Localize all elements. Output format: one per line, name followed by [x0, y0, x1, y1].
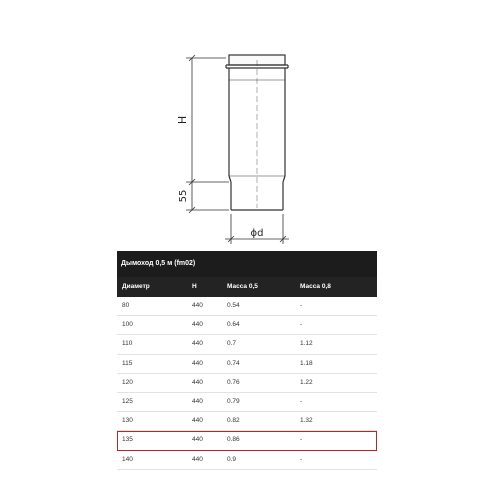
- cell-mass-08: 1.32: [300, 417, 313, 425]
- table-title: Дымоход 0,5 м (fm02): [117, 251, 377, 277]
- table-row: [117, 316, 377, 335]
- header-diameter: Диаметр: [122, 283, 150, 290]
- cell-mass-05: 0.79: [227, 397, 240, 405]
- cell-h: 440: [192, 321, 203, 329]
- table-row: [117, 335, 377, 354]
- cell-mass-05: 0.86: [227, 436, 240, 444]
- cell-diameter: 80: [122, 302, 130, 309]
- cell-mass-08: 1.18: [300, 359, 313, 367]
- cell-diameter: 135: [122, 436, 133, 444]
- cell-h: 440: [192, 359, 203, 367]
- cell-mass-05: 0.54: [227, 302, 240, 309]
- cell-h: 440: [192, 436, 203, 444]
- cell-h: 440: [192, 378, 203, 386]
- cell-mass-05: 0.9: [227, 455, 237, 463]
- cell-diameter: 110: [122, 340, 133, 348]
- cell-mass-05: 0.64: [227, 321, 240, 329]
- table-row: [117, 393, 377, 412]
- header-mass-08: Масса 0,8: [300, 283, 331, 290]
- spec-table: [117, 251, 377, 470]
- cell-diameter: 125: [122, 397, 133, 405]
- cell-mass-08: -: [300, 397, 303, 405]
- table-row: [117, 297, 377, 316]
- cell-diameter: 115: [122, 359, 133, 367]
- header-h: H: [192, 283, 197, 290]
- cell-mass-05: 0.82: [227, 417, 240, 425]
- cell-mass-08: 1.12: [300, 340, 313, 348]
- cell-mass-05: 0.76: [227, 378, 240, 386]
- table-row: [117, 355, 377, 374]
- dim-diameter-label: ϕd: [250, 228, 264, 239]
- cell-mass-05: 0.7: [227, 340, 237, 348]
- dim-socket-label: 55: [178, 189, 189, 203]
- cell-mass-08: -: [300, 302, 303, 309]
- dimension-lines: [186, 55, 289, 244]
- dim-height-label: H: [176, 115, 189, 125]
- cell-h: 440: [192, 340, 203, 348]
- cell-h: 440: [192, 397, 203, 405]
- table-body: [117, 297, 377, 470]
- cell-h: 440: [192, 455, 203, 463]
- pipe-outline: [226, 55, 288, 210]
- cell-diameter: 120: [122, 378, 133, 386]
- cell-mass-08: 1.22: [300, 378, 313, 386]
- cell-diameter: 140: [122, 455, 133, 463]
- cell-mass-05: 0.74: [227, 359, 240, 367]
- cell-mass-08: -: [300, 321, 303, 329]
- cell-h: 440: [192, 302, 203, 309]
- table-row: [117, 412, 377, 431]
- cell-mass-08: -: [300, 436, 303, 444]
- cell-h: 440: [192, 417, 203, 425]
- cell-mass-08: -: [300, 455, 303, 463]
- header-mass-05: Масса 0,5: [227, 283, 258, 290]
- cell-diameter: 130: [122, 417, 133, 425]
- table-row: [117, 374, 377, 393]
- table-header-row: [117, 277, 377, 297]
- cell-diameter: 100: [122, 321, 133, 329]
- table-row: [117, 451, 377, 470]
- table-row: [117, 431, 377, 450]
